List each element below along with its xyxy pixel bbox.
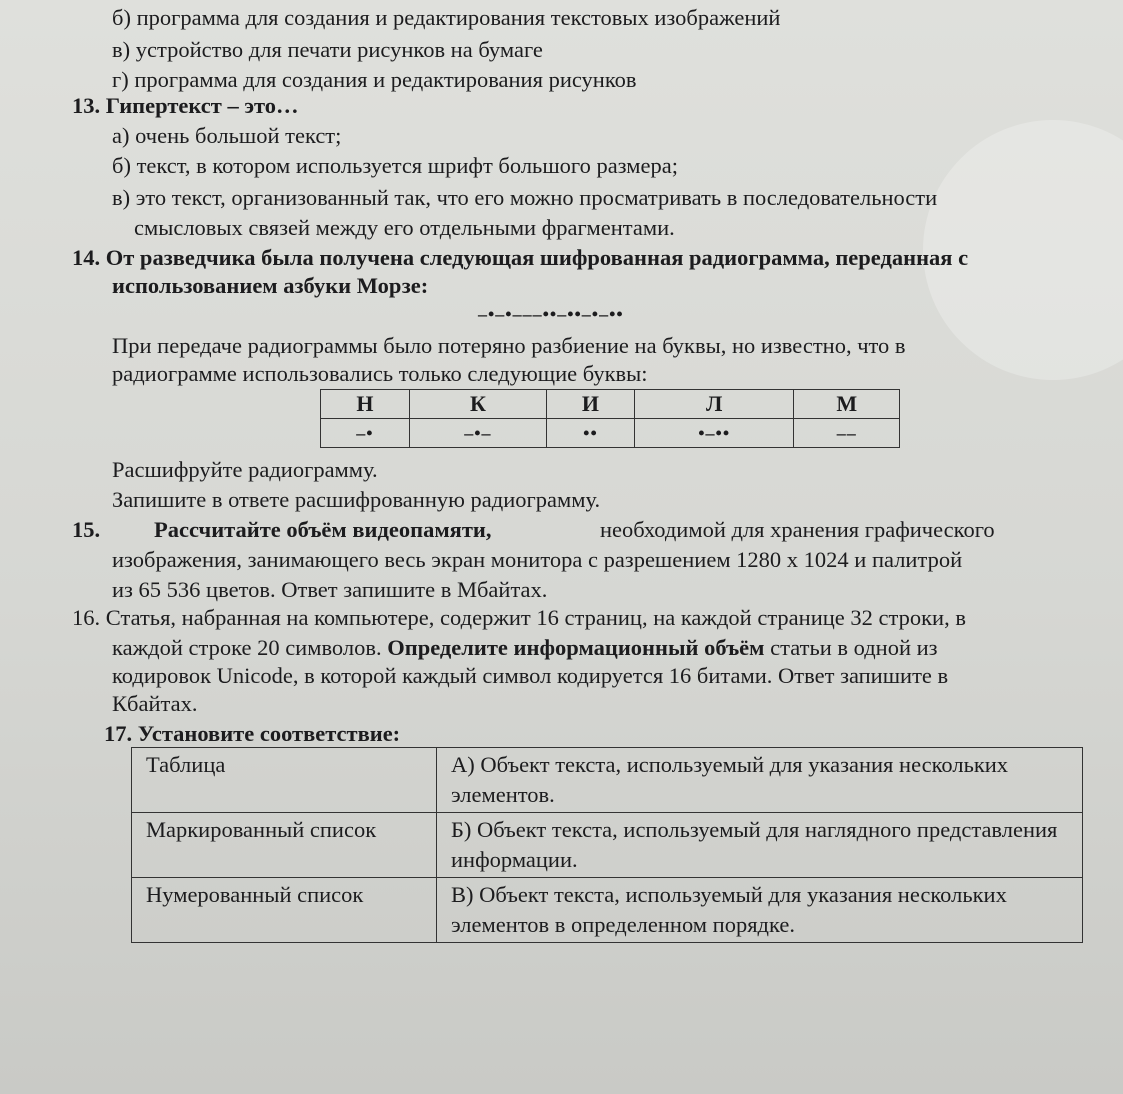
- q16-text: [72, 604, 966, 632]
- prev-option-v: в) устройство для печати рисунков на бумаге: [112, 37, 543, 62]
- q16-line4: Кбайтах.: [112, 691, 198, 716]
- q16-line2-bold: Определите информационный объём: [387, 635, 765, 660]
- q14-morse-message: –•–•–––••–••–•–••: [478, 304, 624, 324]
- morse-code: ••: [547, 419, 635, 448]
- q16-line2-start: каждой строке 20 символов.: [112, 635, 382, 660]
- q14-title: 14. От разведчика была получена следующая шифрованная радиограмма, переданная с: [72, 245, 969, 270]
- prev-option-b: б) программа для создания и редактирования текстовых изображений: [112, 5, 781, 30]
- q13-title: 13. Гипертекст – это…: [72, 93, 299, 118]
- match-definition: Б) Объект текста, используемый для наглядного представления информации.: [437, 813, 1083, 878]
- morse-letter: М: [794, 390, 900, 419]
- q14-text: При передаче радиограммы было потеряно разбиение на буквы, но известно, что в: [112, 333, 906, 358]
- q14-text-cont: радиограмме использовались только следующие буквы:: [112, 361, 648, 386]
- morse-table: [320, 389, 900, 448]
- table-row: [132, 878, 1083, 943]
- q13-option-v-cont: смысловых связей между его отдельными фрагментами.: [134, 215, 675, 240]
- table-row: [132, 813, 1083, 878]
- q15-number: 15.: [72, 517, 101, 542]
- q15-text-end: из 65 536 цветов. Ответ запишите в Мбайтах.: [112, 577, 548, 602]
- morse-code: –•: [321, 419, 410, 448]
- match-term: Маркированный список: [132, 813, 437, 878]
- q14-title-cont: использованием азбуки Морзе:: [112, 273, 429, 298]
- morse-codes-row: [321, 419, 900, 448]
- morse-code: –•–: [409, 419, 546, 448]
- q14-task-decode: Расшифруйте радиограмму.: [112, 457, 378, 482]
- q13-option-v: в) это текст, организованный так, что его можно просматривать в последовательности: [112, 185, 938, 210]
- q16-line2: [112, 634, 938, 662]
- q15-text: необходимой для хранения графического: [600, 517, 995, 542]
- match-term: Таблица: [132, 748, 437, 813]
- q16-line2-end: статьи в одной из: [770, 635, 938, 660]
- match-definition: А) Объект текста, используемый для указания нескольких элементов.: [437, 748, 1083, 813]
- q16-line1: 16. Статья, набранная на компьютере, содержит 16 страниц, на каждой странице 32 строки, в: [72, 605, 966, 630]
- q13-option-b: б) текст, в котором используется шрифт большого размера;: [112, 153, 678, 178]
- table-row: [132, 748, 1083, 813]
- match-term: Нумерованный список: [132, 878, 437, 943]
- q16-line3: кодировок Unicode, в которой каждый символ кодируется 16 битами. Ответ запишите в: [112, 663, 949, 688]
- morse-letter: Л: [634, 390, 794, 419]
- q17-title: 17. Установите соответствие:: [104, 721, 401, 746]
- q15-bold-text: Рассчитайте объём видеопамяти,: [154, 517, 492, 542]
- q14-task-write: Запишите в ответе расшифрованную радиограмму.: [112, 487, 601, 512]
- morse-letters-row: [321, 390, 900, 419]
- morse-code: ––: [794, 419, 900, 448]
- morse-letter: И: [547, 390, 635, 419]
- morse-letter: К: [409, 390, 546, 419]
- q13-option-a: а) очень большой текст;: [112, 123, 342, 148]
- match-table: [131, 747, 1083, 943]
- morse-letter: Н: [321, 390, 410, 419]
- morse-code: •–••: [634, 419, 794, 448]
- prev-option-g: г) программа для создания и редактирования рисунков: [112, 67, 637, 92]
- q15-text-cont: изображения, занимающего весь экран монитора с разрешением 1280 х 1024 и палитрой: [112, 547, 963, 572]
- match-definition: В) Объект текста, используемый для указания нескольких элементов в определенном порядке.: [437, 878, 1083, 943]
